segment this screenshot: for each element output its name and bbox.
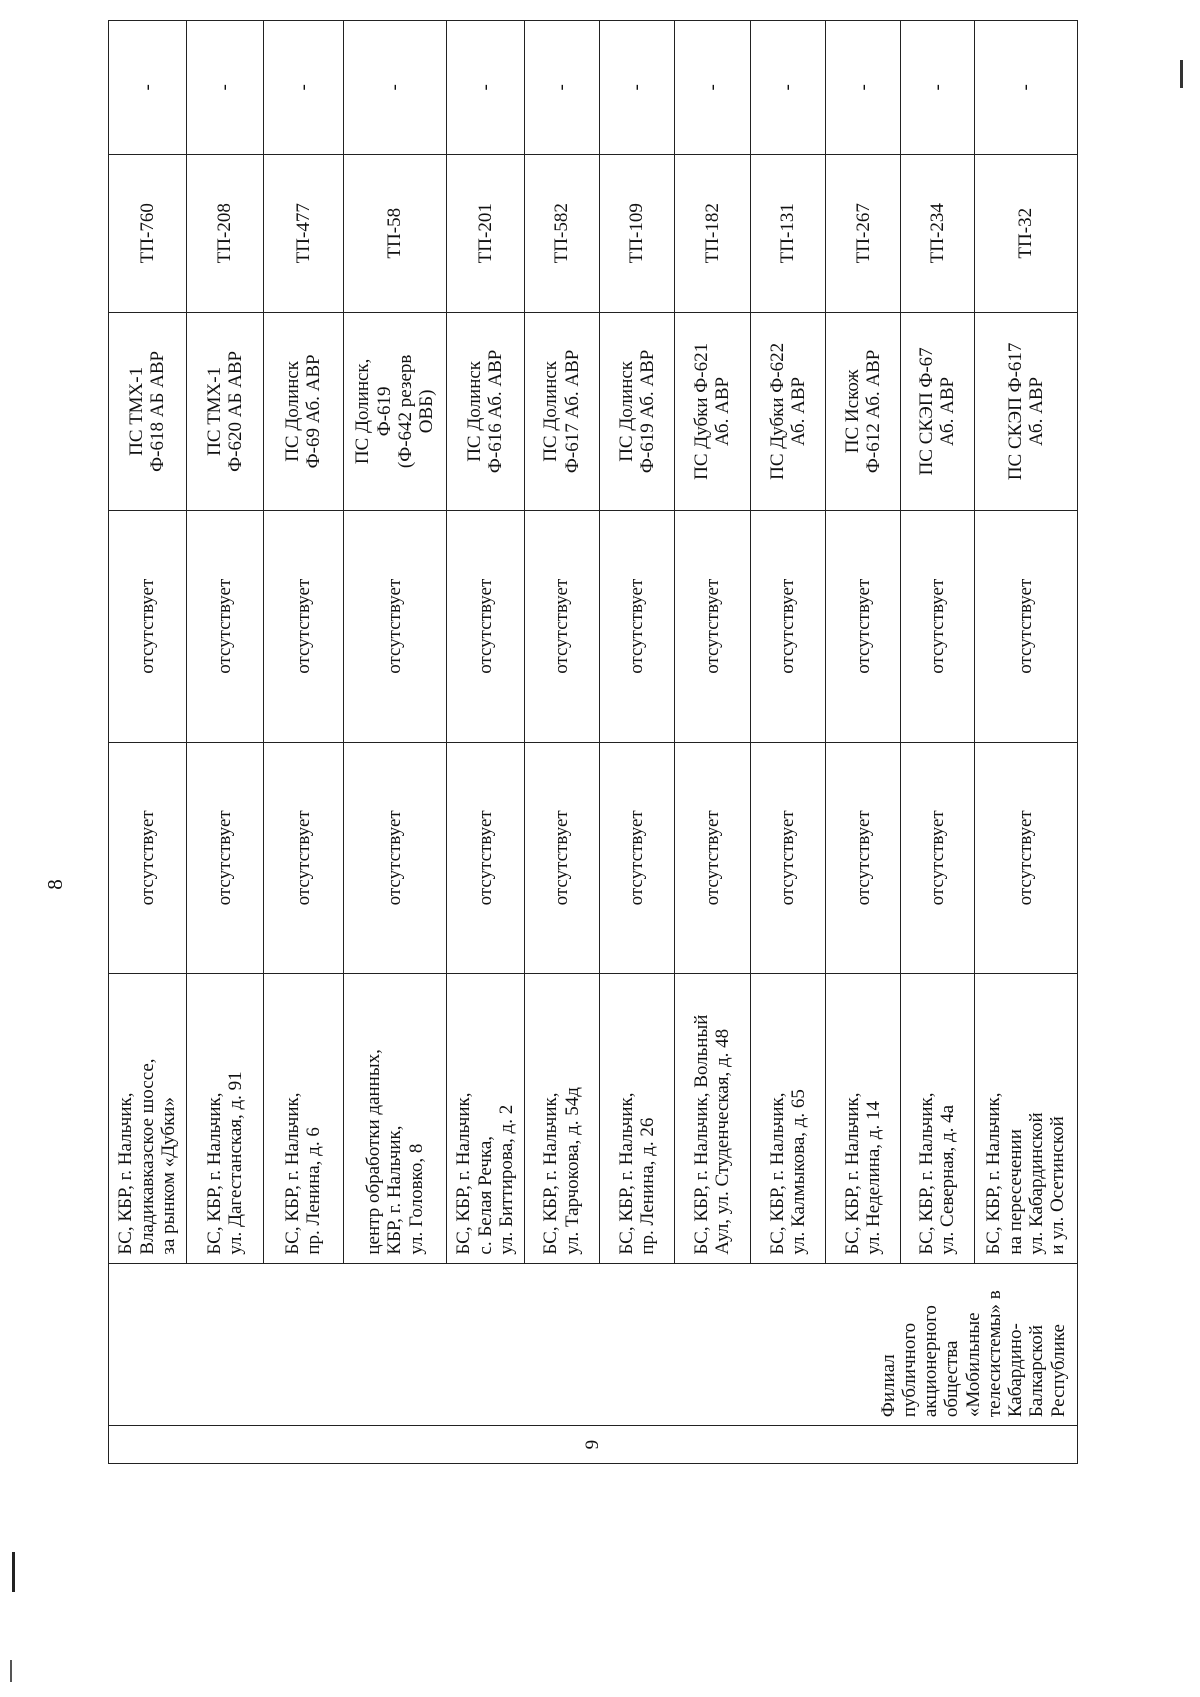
transformer-cell: ТП-477 [264, 154, 344, 312]
table-row [186, 21, 264, 1464]
status-cell: отсутствует [901, 742, 974, 974]
address-cell: БС, КБР, г. Нальчик, ул. Дагестанская, д. 91 [186, 974, 264, 1263]
page-number: 8 [42, 879, 67, 890]
dash-cell: - [974, 21, 1077, 155]
status-cell: отсутствует [264, 742, 344, 974]
substation-cell: ПС Долинск, Ф-619 (Ф-642 резерв ОВБ) [343, 312, 446, 510]
address-cell: БС, КБР, г. Нальчик, Владикавказское шоссе, за рынком «Дубки» [109, 974, 187, 1263]
dash-cell: - [109, 21, 187, 155]
dash-cell: - [750, 21, 825, 155]
dash-cell: - [186, 21, 264, 155]
status-cell: отсутствует [974, 510, 1077, 742]
address-cell: БС, КБР, г. Нальчик, ул. Северная, д. 4а [901, 974, 974, 1263]
transformer-cell: ТП-131 [750, 154, 825, 312]
transformer-cell: ТП-201 [447, 154, 525, 312]
transformer-cell: ТП-267 [826, 154, 901, 312]
status-cell: отсутствует [264, 510, 344, 742]
status-cell: отсутствует [524, 510, 599, 742]
row-number: 9 [109, 1426, 1078, 1464]
dash-cell: - [599, 21, 674, 155]
address-cell: БС, КБР, г. Нальчик, Вольный Аул, ул. Студенческая, д. 48 [675, 974, 750, 1263]
status-cell: отсутствует [599, 742, 674, 974]
status-cell: отсутствует [750, 510, 825, 742]
status-cell: отсутствует [447, 742, 525, 974]
dash-cell: - [524, 21, 599, 155]
status-cell: отсутствует [343, 510, 446, 742]
table-row [447, 21, 525, 1464]
address-cell: БС, КБР, г. Нальчик, пр. Ленина, д. 6 [264, 974, 344, 1263]
table-row [524, 21, 599, 1464]
dash-cell: - [675, 21, 750, 155]
table-row [675, 21, 750, 1464]
substation-cell: ПС ТМХ-1 Ф-618 АБ АВР [109, 312, 187, 510]
status-cell: отсутствует [974, 742, 1077, 974]
status-cell: отсутствует [186, 510, 264, 742]
status-cell: отсутствует [675, 510, 750, 742]
transformer-cell: ТП-182 [675, 154, 750, 312]
substation-cell: ПС Дубки Ф-621 Аб. АВР [675, 312, 750, 510]
status-cell: отсутствует [447, 510, 525, 742]
transformer-cell: ТП-234 [901, 154, 974, 312]
status-cell: отсутствует [826, 510, 901, 742]
address-cell: БС, КБР, г. Нальчик, ул. Калмыкова, д. 65 [750, 974, 825, 1263]
transformer-cell: ТП-32 [974, 154, 1077, 312]
substation-cell: ПС Искож Ф-612 Аб. АВР [826, 312, 901, 510]
table-row [826, 21, 901, 1464]
dash-cell: - [447, 21, 525, 155]
substation-cell: ПС ТМХ-1 Ф-620 АБ АВР [186, 312, 264, 510]
table-row [343, 21, 446, 1464]
substation-cell: ПС Долинск Ф-619 Аб. АВР [599, 312, 674, 510]
organization-name: Филиал публичного акционерного общества «Мобильные телесистемы» в Кабардино-Балкарской Республике [109, 1263, 1078, 1426]
status-cell: отсутствует [109, 742, 187, 974]
address-cell: БС, КБР, г. Нальчик, с. Белая Речка, ул. Биттирова, д. 2 [447, 974, 525, 1263]
address-cell: БС, КБР, г. Нальчик, пр. Ленина, д. 26 [599, 974, 674, 1263]
address-cell: БС, КБР, г. Нальчик, на пересечении ул. Кабардинской и ул. Осетинской [974, 974, 1077, 1263]
substation-cell: ПС Долинск Ф-616 Аб. АВР [447, 312, 525, 510]
table-row [599, 21, 674, 1464]
dash-cell: - [826, 21, 901, 155]
substation-cell: ПС Дубки Ф-622 Аб. АВР [750, 312, 825, 510]
substation-cell: ПС Долинск Ф-617 Аб. АВР [524, 312, 599, 510]
substation-cell: ПС Долинск Ф-69 Аб. АВР [264, 312, 344, 510]
scan-mark [10, 1660, 12, 1682]
address-cell: БС, КБР, г. Нальчик, ул. Неделина, д. 14 [826, 974, 901, 1263]
address-cell: центр обработки данных, КБР, г. Нальчик, ул. Головко, 8 [343, 974, 446, 1263]
status-cell: отсутствует [524, 742, 599, 974]
status-cell: отсутствует [599, 510, 674, 742]
transformer-cell: ТП-760 [109, 154, 187, 312]
transformer-cell: ТП-208 [186, 154, 264, 312]
power-supply-table [108, 20, 1078, 1464]
table-row [109, 21, 187, 1464]
status-cell: отсутствует [343, 742, 446, 974]
address-cell: БС, КБР, г. Нальчик, ул. Тарчокова, д. 54д [524, 974, 599, 1263]
substation-cell: ПС СКЭП Ф-617 Аб. АВР [974, 312, 1077, 510]
dash-cell: - [343, 21, 446, 155]
table-row [264, 21, 344, 1464]
dash-cell: - [901, 21, 974, 155]
rotated-table-container [108, 20, 1078, 1464]
scan-mark [12, 1552, 15, 1592]
status-cell: отсутствует [109, 510, 187, 742]
status-cell: отсутствует [186, 742, 264, 974]
status-cell: отсутствует [901, 510, 974, 742]
scan-mark [1180, 60, 1183, 88]
dash-cell: - [264, 21, 344, 155]
table-row [750, 21, 825, 1464]
table-row [901, 21, 974, 1464]
substation-cell: ПС СКЭП Ф-67 Аб. АВР [901, 312, 974, 510]
status-cell: отсутствует [750, 742, 825, 974]
transformer-cell: ТП-109 [599, 154, 674, 312]
transformer-cell: ТП-582 [524, 154, 599, 312]
table-row [974, 21, 1077, 1464]
transformer-cell: ТП-58 [343, 154, 446, 312]
status-cell: отсутствует [675, 742, 750, 974]
status-cell: отсутствует [826, 742, 901, 974]
